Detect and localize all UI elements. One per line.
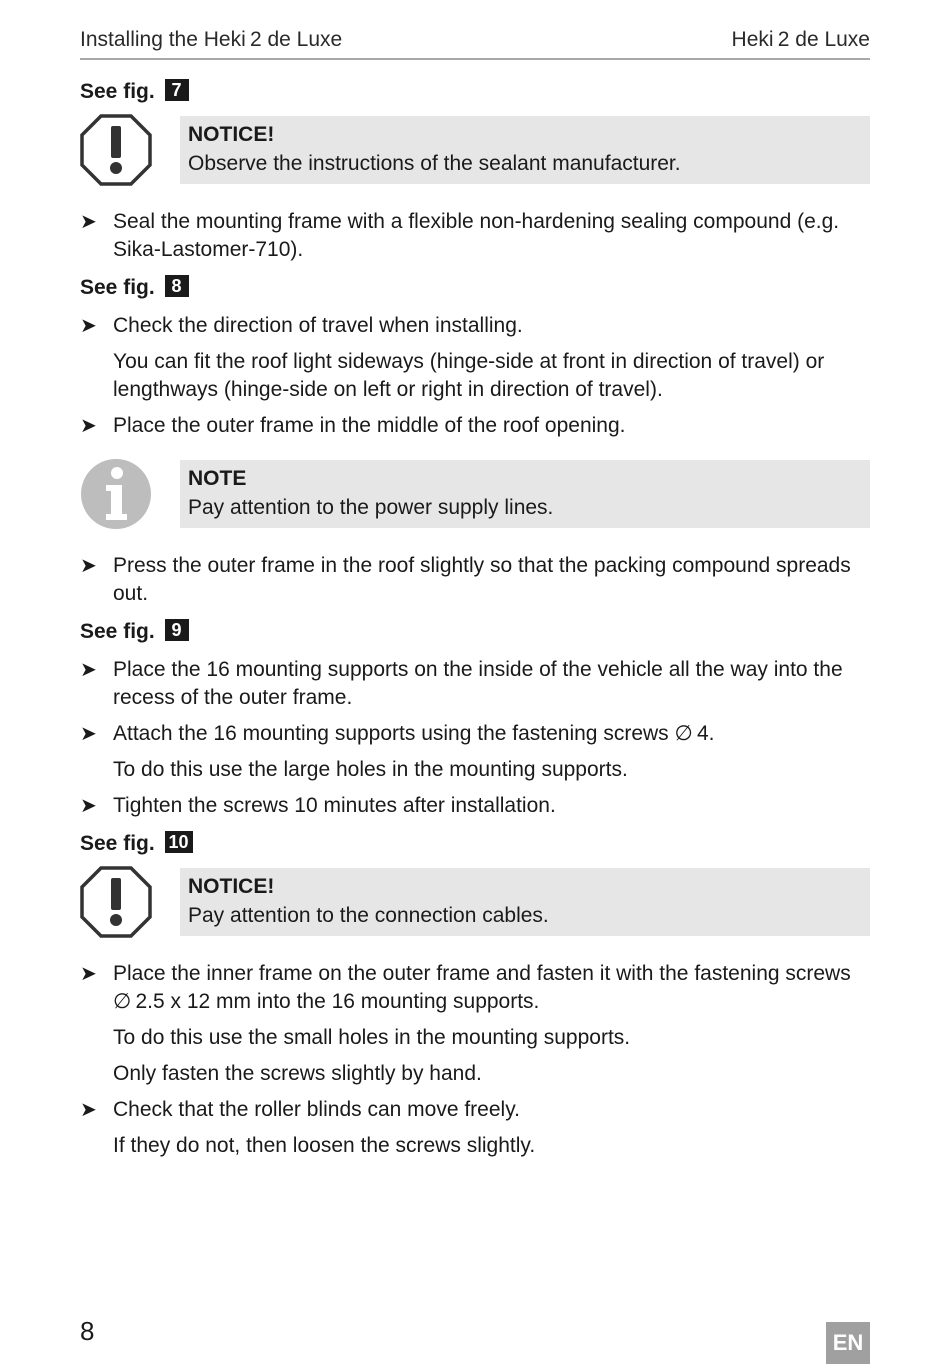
page-number: 8: [80, 1316, 95, 1346]
see-fig-label: See fig.: [80, 832, 155, 855]
arrow-bullet-icon: ➤: [80, 795, 97, 817]
note-content: [180, 460, 870, 528]
instruction-step: [80, 792, 870, 820]
instruction-step: [80, 412, 870, 440]
step-detail: To do this use the large holes in the mounting supports.: [113, 758, 628, 781]
notice-box: [80, 116, 870, 188]
see-fig-label: See fig.: [80, 80, 155, 103]
step-text: Press the outer frame in the roof slightly so that the packing compound spreads out.: [113, 554, 851, 605]
step-detail: Only fasten the screws slightly by hand.: [113, 1062, 482, 1085]
notice-content: [180, 868, 870, 936]
note-box: [80, 460, 870, 532]
see-fig-9-heading: [80, 616, 870, 648]
see-fig-10-heading: [80, 828, 870, 860]
notice-title: NOTICE!: [188, 875, 275, 898]
warning-exclamation-icon: [80, 866, 152, 938]
instruction-step: [80, 720, 870, 748]
arrow-bullet-icon: ➤: [80, 315, 97, 337]
figure-number-badge: 9: [165, 619, 189, 641]
step-text: Attach the 16 mounting supports using the fastening screws ∅ 4.: [113, 722, 715, 745]
instruction-step: [80, 656, 870, 712]
header-product-name: Heki 2 de Luxe: [731, 28, 870, 51]
step-text: Tighten the screws 10 minutes after installation.: [113, 794, 556, 817]
step-text: Place the outer frame in the middle of the roof opening.: [113, 414, 626, 437]
notice-text: Observe the instructions of the sealant manufacturer.: [188, 152, 681, 175]
step-detail: To do this use the small holes in the mounting supports.: [113, 1026, 631, 1049]
figure-number-badge: 8: [165, 275, 189, 297]
instruction-step: [80, 208, 870, 264]
arrow-bullet-icon: ➤: [80, 415, 97, 437]
arrow-bullet-icon: ➤: [80, 659, 97, 681]
page-content: [80, 76, 870, 1168]
see-fig-7-heading: [80, 76, 870, 108]
note-text: Pay attention to the power supply lines.: [188, 496, 554, 519]
arrow-bullet-icon: ➤: [80, 1099, 97, 1121]
instruction-step: [80, 312, 870, 340]
instruction-step: [80, 552, 870, 608]
language-badge: EN: [826, 1322, 870, 1364]
header-section-title: Installing the Heki 2 de Luxe: [80, 28, 343, 51]
instruction-step: [80, 960, 870, 1016]
arrow-bullet-icon: ➤: [80, 555, 97, 577]
info-icon: [80, 458, 152, 530]
arrow-bullet-icon: ➤: [80, 723, 97, 745]
figure-number-badge: 10: [165, 831, 193, 853]
see-fig-label: See fig.: [80, 620, 155, 643]
notice-box: [80, 868, 870, 940]
warning-exclamation-icon: [80, 114, 152, 186]
instruction-step: [80, 1096, 870, 1124]
page-header: [80, 28, 870, 60]
see-fig-8-heading: [80, 272, 870, 304]
step-text: Place the inner frame on the outer frame and fasten it with the fastening screws ∅ 2.5 x 12 mm into the 16 mounting supports.: [113, 962, 851, 1013]
step-text: Check the direction of travel when installing.: [113, 314, 523, 337]
arrow-bullet-icon: ➤: [80, 211, 97, 233]
step-detail: You can fit the roof light sideways (hinge-side at front in direction of travel) or lengthways (hinge-side on left or right in direction of travel).: [113, 350, 825, 401]
arrow-bullet-icon: ➤: [80, 963, 97, 985]
notice-content: [180, 116, 870, 184]
step-text: Place the 16 mounting supports on the inside of the vehicle all the way into the recess of the outer frame.: [113, 658, 843, 709]
notice-title: NOTICE!: [188, 123, 275, 146]
see-fig-label: See fig.: [80, 276, 155, 299]
step-detail: If they do not, then loosen the screws slightly.: [113, 1134, 536, 1157]
step-text: Seal the mounting frame with a flexible non-hardening sealing compound (e.g. Sika-Lastomer-710).: [113, 210, 840, 261]
step-text: Check that the roller blinds can move freely.: [113, 1098, 520, 1121]
note-title: NOTE: [188, 467, 247, 490]
notice-text: Pay attention to the connection cables.: [188, 904, 549, 927]
figure-number-badge: 7: [165, 79, 189, 101]
